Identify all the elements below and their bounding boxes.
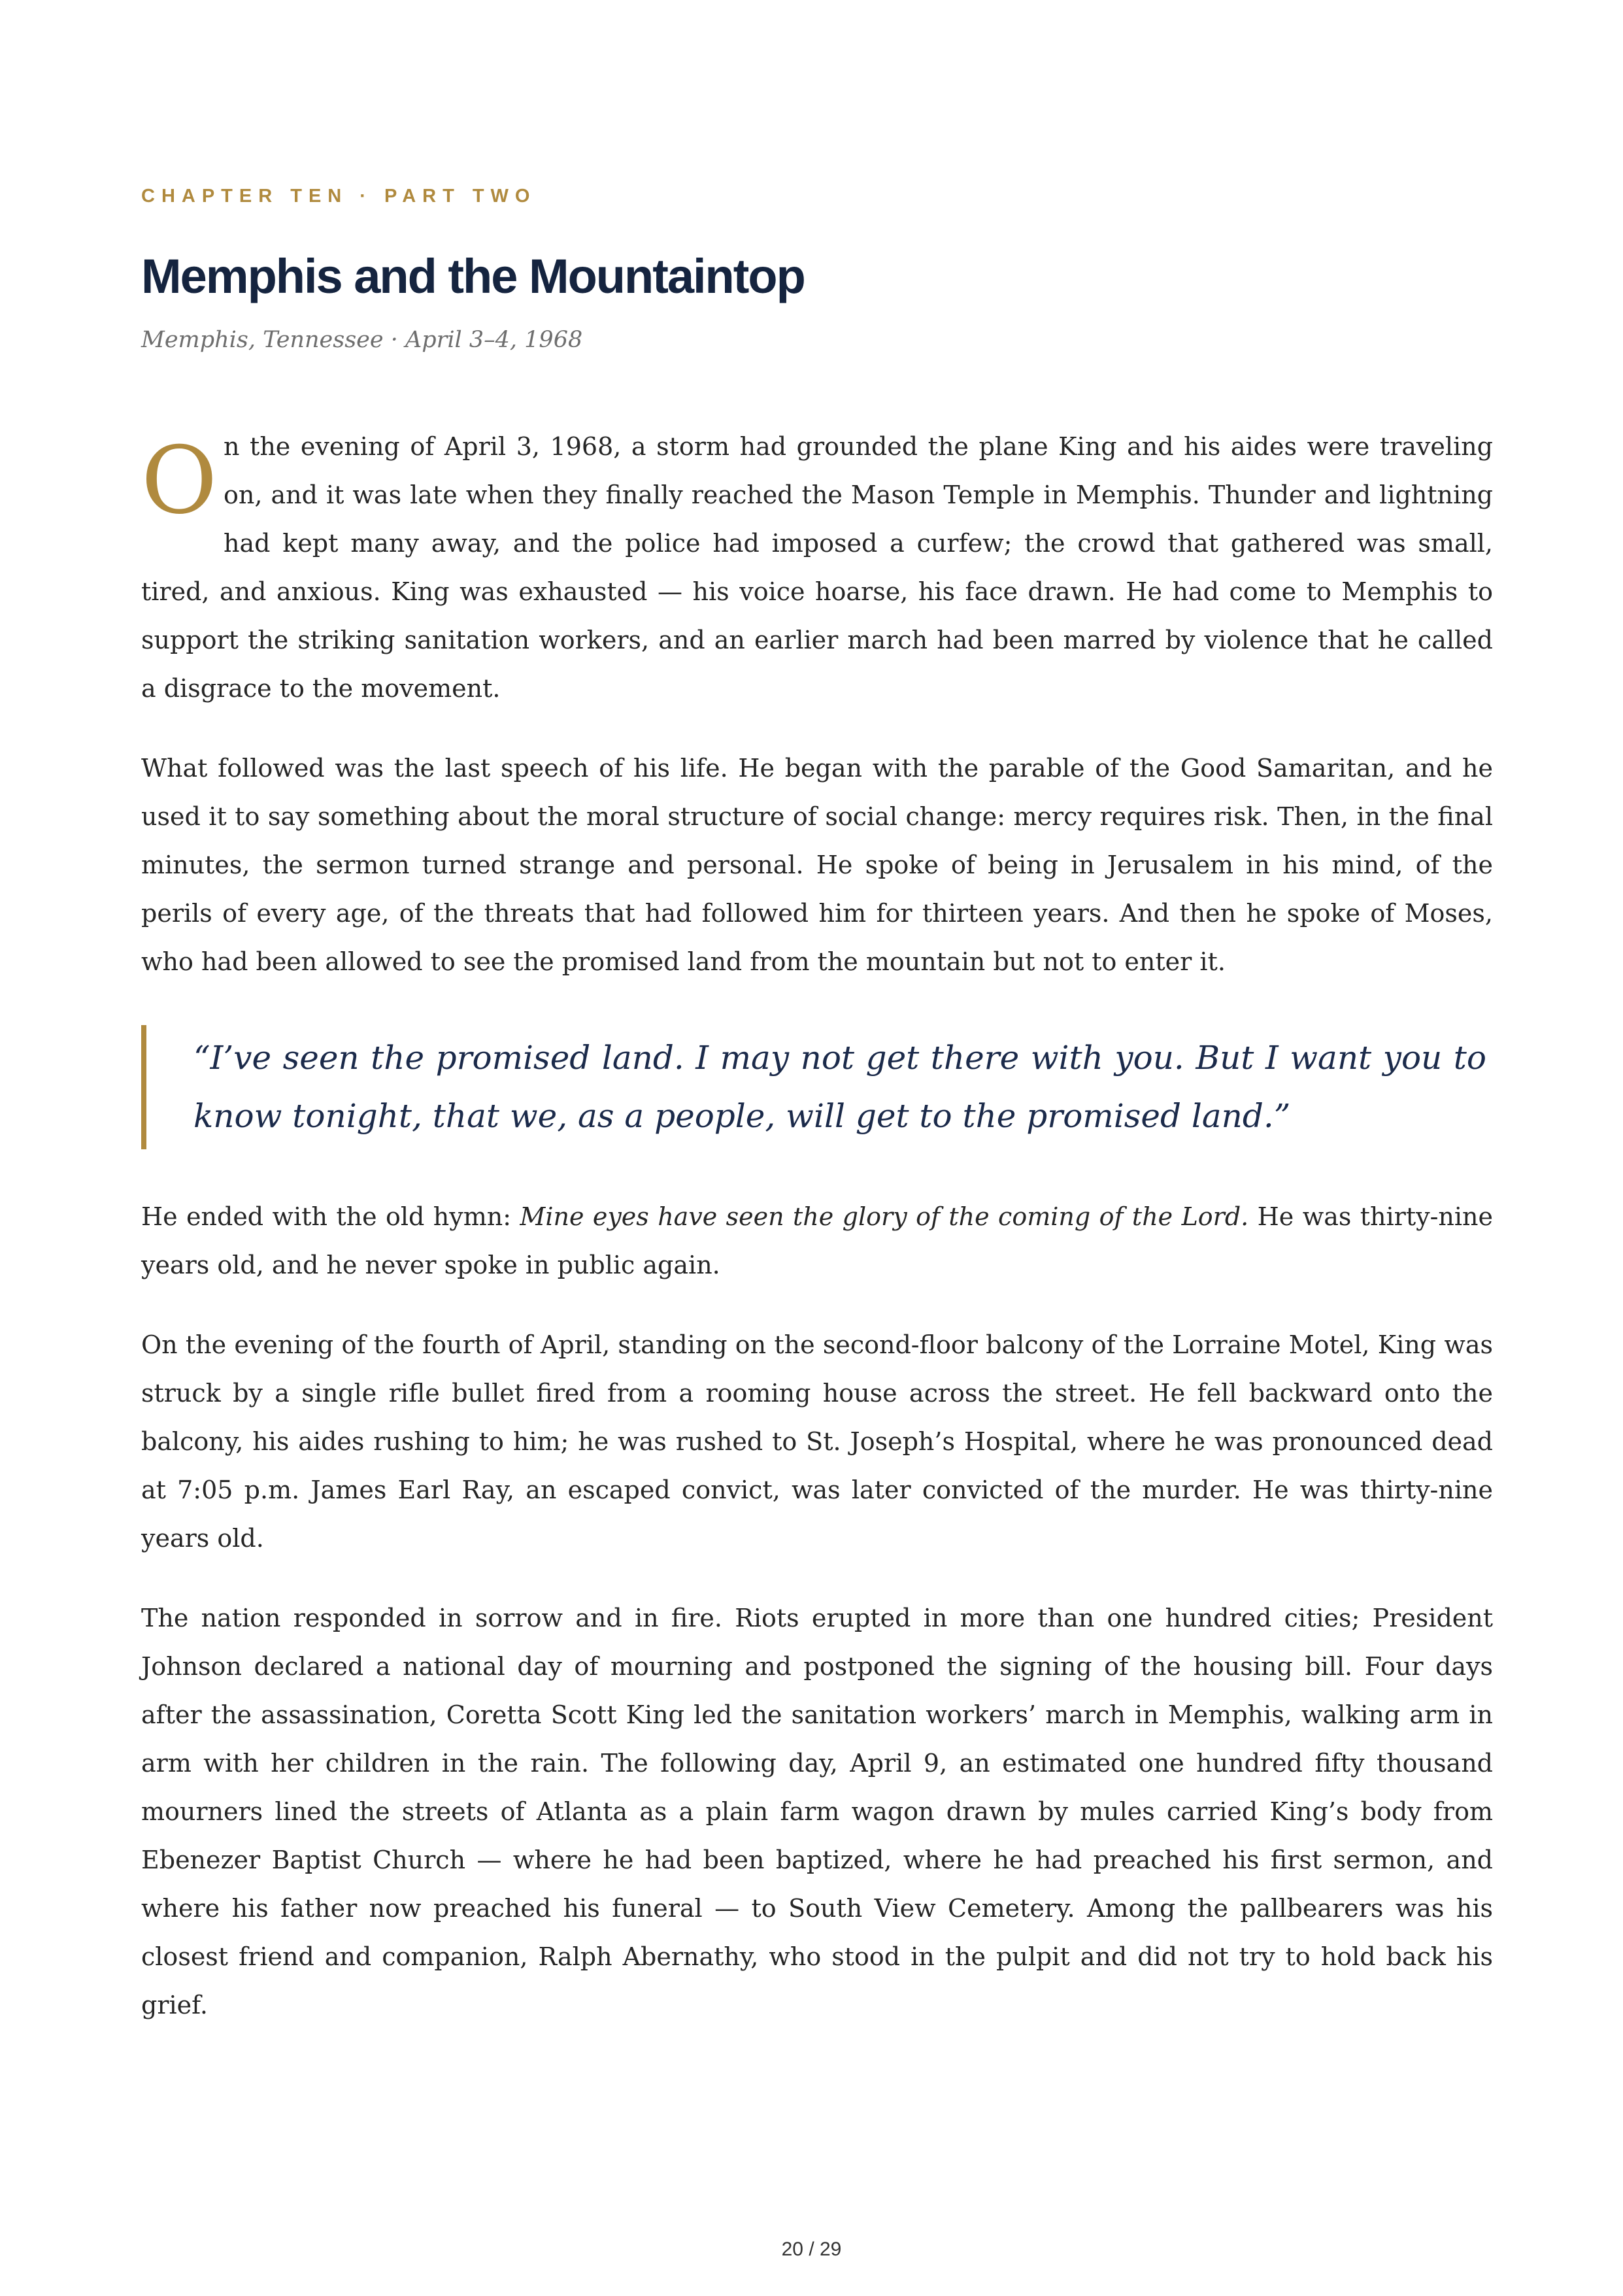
hymn-title: Mine eyes have seen the glory of the coming of the Lord. xyxy=(520,1202,1249,1231)
drop-cap: O xyxy=(141,427,218,535)
chapter-title: Memphis and the Mountaintop xyxy=(141,249,805,303)
pull-quote xyxy=(141,1025,1493,1149)
paragraph-2: What followed was the last speech of his life. He began with the parable of the Good Samaritan, and he used it to say something about the moral structure of social change: mercy requires risk. Then, in the final minutes, the sermon turned strange and personal. He spoke of being in Jerusalem in his mind, of the perils of every age, of the threats that had followed him for thirteen years. And then he spoke of Moses, who had been allowed to see the promised land from the mountain but not to enter it. xyxy=(141,754,1493,976)
paragraph-1-text: n the evening of April 3, 1968, a storm had grounded the plane King and his aides were traveling on, and it was late when they finally reached the Mason Temple in Memphis. Thunder and lightning had kept many away, and the police had imposed a curfew; the crowd that gathered was small, tired, and anxious. King was exhausted — his voice hoarse, his face drawn. He had come to Memphis to support the striking sanitation workers, and an earlier march had been marred by violence that he called a disgrace to the movement. xyxy=(141,432,1493,703)
pull-quote-text: “I’ve seen the promised land. I may not get there with you. But I want you to know tonight, that we, as a people, will get to the promised land.” xyxy=(193,1039,1486,1135)
chapter-body xyxy=(141,422,1493,2061)
paragraph-3 xyxy=(141,1192,1493,1289)
page-number: 20 / 29 xyxy=(781,2238,842,2260)
chapter-subtitle: Memphis, Tennessee · April 3–4, 1968 xyxy=(141,327,583,353)
paragraph-3-tail: He was thirty-nine years old, and he never spoke in public again. xyxy=(141,1202,1494,1279)
paragraph-4: On the evening of the fourth of April, standing on the second-floor balcony of the Lorraine Motel, King was struck by a single rifle bullet fired from a rooming house across the street. He fell backward onto the balcony, his aides rushing to him; he was rushed to St. Joseph’s Hospital, where he was pronounced dead at 7:05 p.m. James Earl Ray, an escaped convict, was later convicted of the murder. He was thirty-nine years old. xyxy=(141,1330,1493,1553)
paragraph-3-lead: He ended with the old hymn: xyxy=(141,1202,520,1231)
chapter-kicker: CHAPTER TEN · PART TWO xyxy=(141,186,537,207)
paragraph-1 xyxy=(141,422,1493,713)
paragraph-5: The nation responded in sorrow and in fire. Riots erupted in more than one hundred cities; President Johnson declared a national day of mourning and postponed the signing of the housing bill. Four days after the assassination, Coretta Scott King led the sanitation workers’ march in Memphis, walking arm in arm with her children in the rain. The following day, April 9, an estimated one hundred fifty thousand mourners lined the streets of Atlanta as a plain farm wagon drawn by mules carried King’s body from Ebenezer Baptist Church — where he had been baptized, where he had preached his first sermon, and where his father now preached his funeral — to South View Cemetery. Among the pallbearers was his closest friend and companion, Ralph Abernathy, who stood in the pulpit and did not try to hold back his grief. xyxy=(141,1604,1493,2019)
